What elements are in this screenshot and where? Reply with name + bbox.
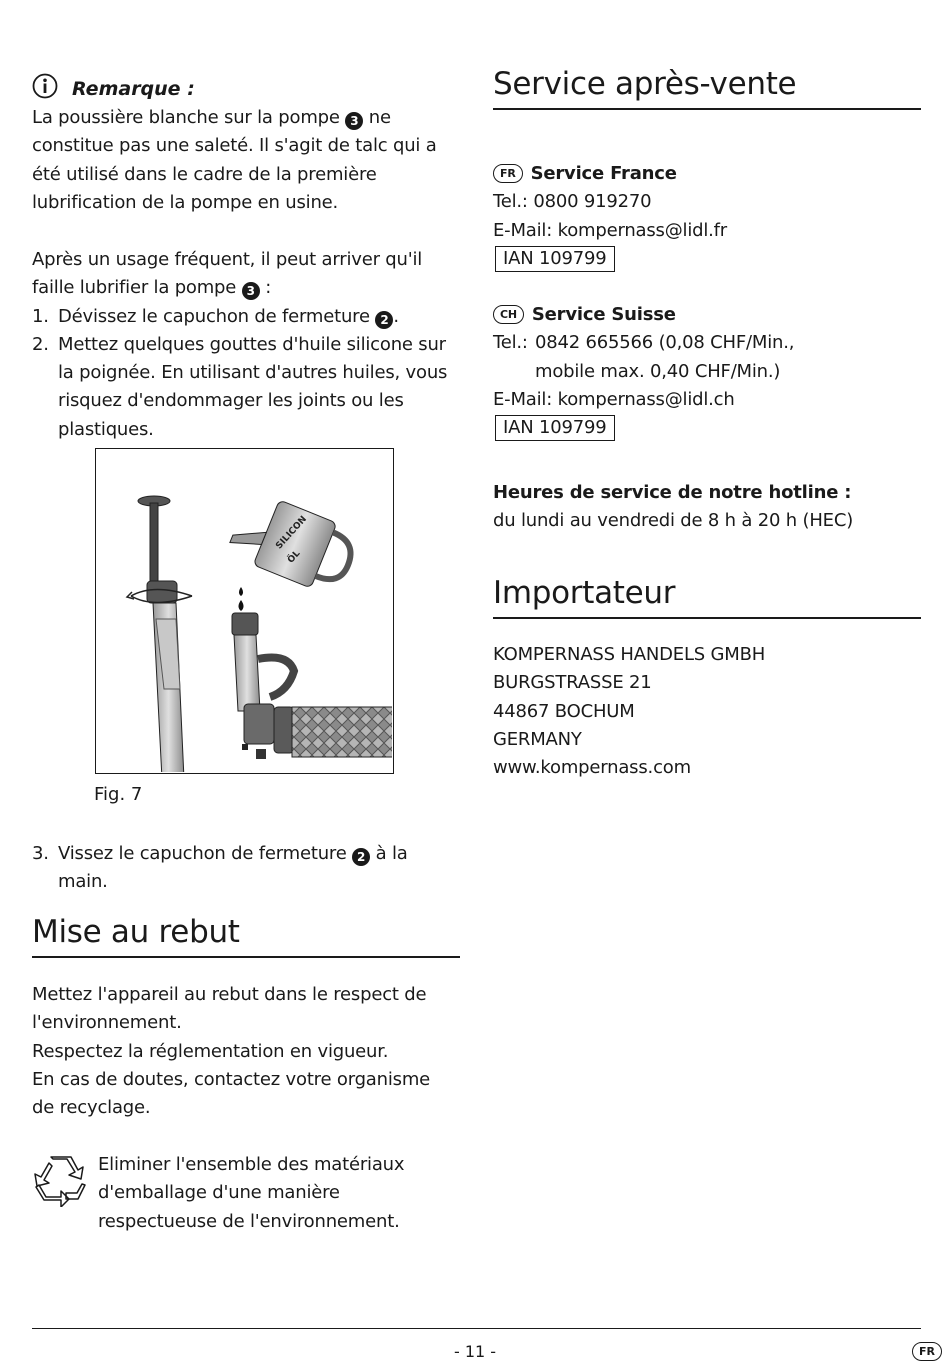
importer-section <box>493 575 921 619</box>
steps-list <box>32 303 460 444</box>
hotline-hours-text: du lundi au vendredi de 8 h à 20 h (HEC) <box>493 510 854 532</box>
ref-number-3: 3 <box>345 112 363 130</box>
info-icon <box>32 73 58 99</box>
service-suisse-tel: Tel.: 0842 665566 (0,08 CHF/Min., mobile max. 0,40 CHF/Min.) <box>493 332 795 382</box>
importer-address <box>493 641 921 782</box>
hotline-hours-title: Heures de service de notre hotline : <box>493 482 852 503</box>
language-badge: FR <box>912 1342 942 1361</box>
importer-website: www.kompernass.com <box>493 757 691 779</box>
disposal-line-1: Mettez l'appareil au rebut dans le respect de l'environnement. <box>32 984 427 1034</box>
list-item: 3. Vissez le capuchon de fermeture 2 à la main. <box>32 843 408 893</box>
figure-7-illustration <box>95 448 394 774</box>
figure-caption: Fig. 7 <box>94 784 143 805</box>
service-suisse <box>493 301 921 442</box>
ian-box: IAN 109799 <box>495 415 615 441</box>
pump-oiling-illustration <box>96 449 392 772</box>
ian-box: IAN 109799 <box>495 246 615 272</box>
recycling-note: Eliminer l'ensemble des matériaux d'emballage d'une manière respectueuse de l'environnement. <box>98 1154 405 1232</box>
step-3 <box>32 840 460 897</box>
country-badge-ch: CH <box>493 305 524 324</box>
importer-line: 44867 BOCHUM <box>493 700 635 722</box>
service-france-tel: Tel.: 0800 919270 <box>493 191 652 213</box>
list-item: 2. Mettez quelques gouttes d'huile silicone sur la poignée. En utilisant d'autres huiles, vous risquez d'endommager les joints ou les plastiques. <box>32 333 448 440</box>
list-item: 1. Dévissez le capuchon de fermeture 2 . <box>32 305 399 327</box>
remarque-paragraph-1: La poussière blanche sur la pompe 3 ne constitue pas une saleté. Il s'agit de talc qui a été utilisé dans le cadre de la première lubrification de la pompe en usine. <box>32 107 437 213</box>
service-suisse-email: E-Mail: kompernass@lidl.ch <box>493 388 735 410</box>
service-france <box>493 160 921 273</box>
page-number: - 11 - <box>453 1342 497 1361</box>
service-suisse-title: Service Suisse <box>531 304 676 325</box>
remarque-heading <box>32 70 195 102</box>
recycle-icon <box>33 1155 89 1207</box>
ref-number-3: 3 <box>242 282 260 300</box>
section-heading-service: Service après-vente <box>493 66 921 110</box>
importer-line: KOMPERNASS HANDELS GMBH <box>493 644 766 665</box>
hotline-hours <box>493 479 921 536</box>
country-badge-fr: FR <box>493 164 523 183</box>
section-heading-importer: Importateur <box>493 575 921 619</box>
remarque-body <box>32 104 460 217</box>
disposal-text <box>32 981 452 1122</box>
service-france-email: E-Mail: kompernass@lidl.fr <box>493 219 728 241</box>
lubrification-instructions <box>32 246 460 444</box>
disposal-section <box>32 914 460 958</box>
ref-number-2: 2 <box>352 848 370 866</box>
disposal-line-2: Respectez la réglementation en vigueur. <box>32 1040 389 1062</box>
ref-number-2: 2 <box>375 311 393 329</box>
service-section <box>493 66 921 110</box>
service-france-title: Service France <box>530 163 677 184</box>
disposal-line-3: En cas de doutes, contactez votre organisme de recyclage. <box>32 1068 431 1119</box>
importer-line: BURGSTRASSE 21 <box>493 672 652 694</box>
remarque-paragraph-2: Après un usage fréquent, il peut arriver qu'il faille lubrifier la pompe 3 : <box>32 249 423 299</box>
importer-line: GERMANY <box>493 728 582 750</box>
footer-divider <box>32 1328 921 1329</box>
section-heading-disposal: Mise au rebut <box>32 914 460 958</box>
svg-text:SILICON: SILICON <box>274 514 310 552</box>
remarque-title: Remarque : <box>72 78 195 100</box>
svg-text:ÖL: ÖL <box>286 548 303 566</box>
